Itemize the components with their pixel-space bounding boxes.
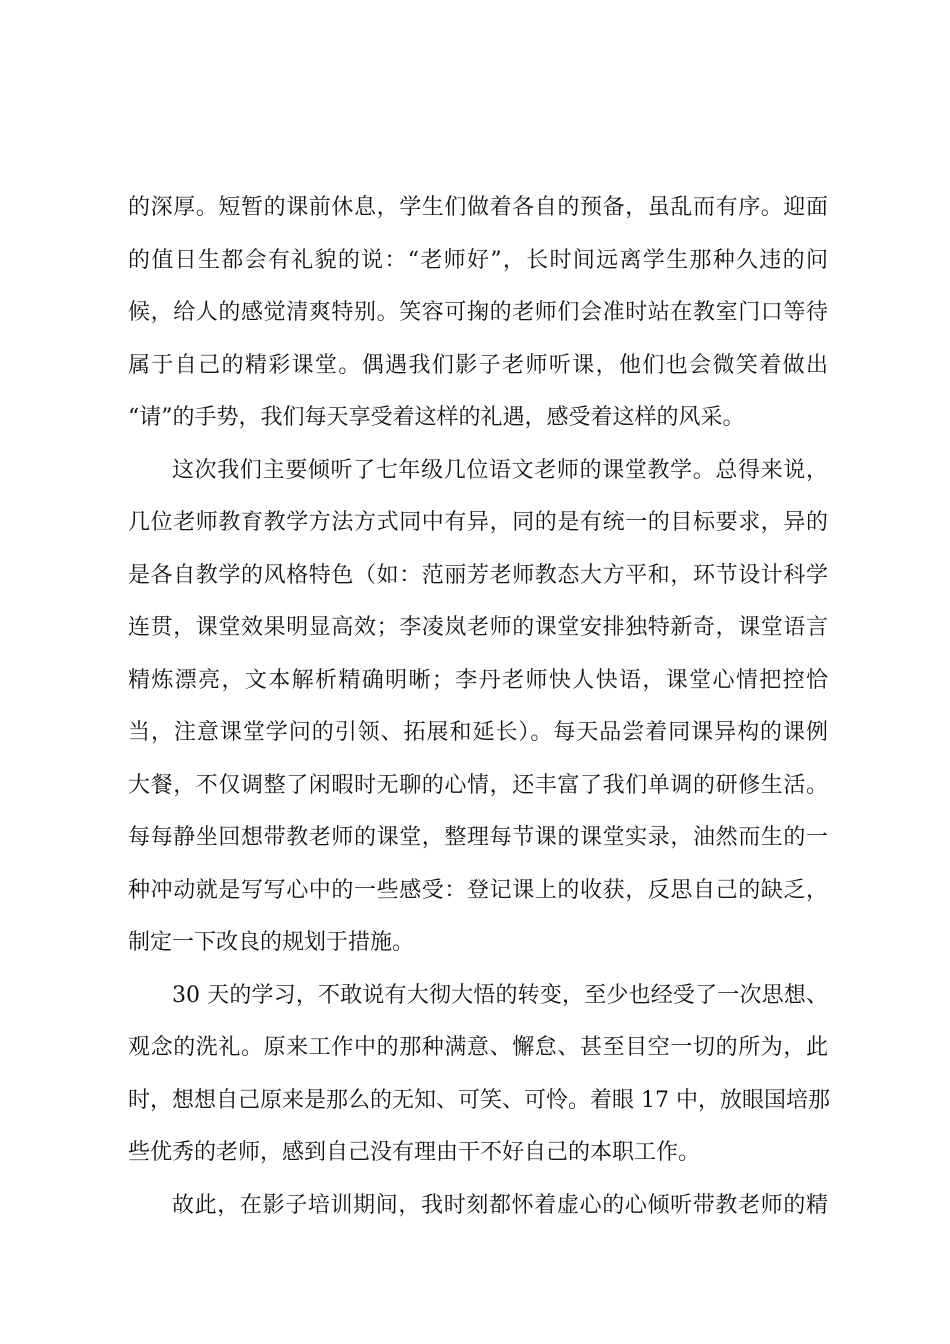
paragraph-3 bbox=[128, 970, 828, 1180]
text-line: 几位老师教育教学方法方式同中有异，同的是有统一的目标要求，异的 bbox=[128, 510, 828, 535]
text-line: 的深厚。短暂的课前休息，学生们做着各自的预备，虽乱而有序。迎面 bbox=[128, 195, 828, 220]
text-line: 这次我们主要倾听了七年级几位语文老师的课堂教学。总得来说， bbox=[172, 457, 828, 483]
paragraph-4 bbox=[128, 1180, 828, 1233]
paragraph-2 bbox=[128, 445, 828, 970]
paragraph-1 bbox=[128, 182, 828, 445]
text-line: “请”的手势，我们每天享受着这样的礼遇，感受着这样的风采。 bbox=[128, 405, 745, 430]
text-line: 大餐，不仅调整了闲暇时无聊的心情，还丰富了我们单调的研修生活。 bbox=[128, 772, 828, 798]
document-body bbox=[128, 182, 828, 1232]
text-line: 些优秀的老师，感到自己没有理由干不好自己的本职工作。 bbox=[128, 1140, 701, 1165]
text-line: 故此，在影子培训期间，我时刻都怀着虚心的心倾听带教老师的精 bbox=[172, 1192, 828, 1218]
text-line: 是各自教学的风格特色（如：范丽芳老师教态大方平和，环节设计科学 bbox=[128, 562, 828, 588]
text-line: 每每静坐回想带教老师的课堂，整理每节课的课堂实录，油然而生的一 bbox=[128, 825, 828, 850]
text-line: 属于自己的精彩课堂。偶遇我们影子老师听课，他们也会微笑着做出 bbox=[128, 352, 828, 378]
text-line: 连贯，课堂效果明显高效；李凌岚老师的课堂安排独特新奇，课堂语言 bbox=[128, 615, 828, 640]
text-line: 候，给人的感觉清爽特别。笑容可掬的老师们会准时站在教室门口等待 bbox=[128, 300, 828, 325]
text-line: 的值日生都会有礼貌的说：“老师好”，长时间远离学生那种久违的问 bbox=[128, 247, 828, 273]
text-line: 精炼漂亮，文本解析精确明晰；李丹老师快人快语，课堂心情把控恰 bbox=[128, 667, 828, 693]
text-line: 观念的洗礼。原来工作中的那种满意、懈怠、甚至目空一切的所为，此 bbox=[128, 1035, 828, 1060]
text-line: 种冲动就是写写心中的一些感受：登记课上的收获，反思自己的缺乏， bbox=[128, 877, 828, 903]
text-line: 时，想想自己原来是那么的无知、可笑、可怜。着眼 17 中，放眼国培那 bbox=[128, 1087, 830, 1113]
text-line: 当，注意课堂学问的引领、拓展和延长）。每天品尝着同课异构的课例 bbox=[128, 720, 828, 745]
text-line: 制定一下改良的规划于措施。 bbox=[128, 930, 415, 955]
text-line: 30 天的学习，不敢说有大彻大悟的转变，至少也经受了一次思想、 bbox=[172, 982, 828, 1008]
